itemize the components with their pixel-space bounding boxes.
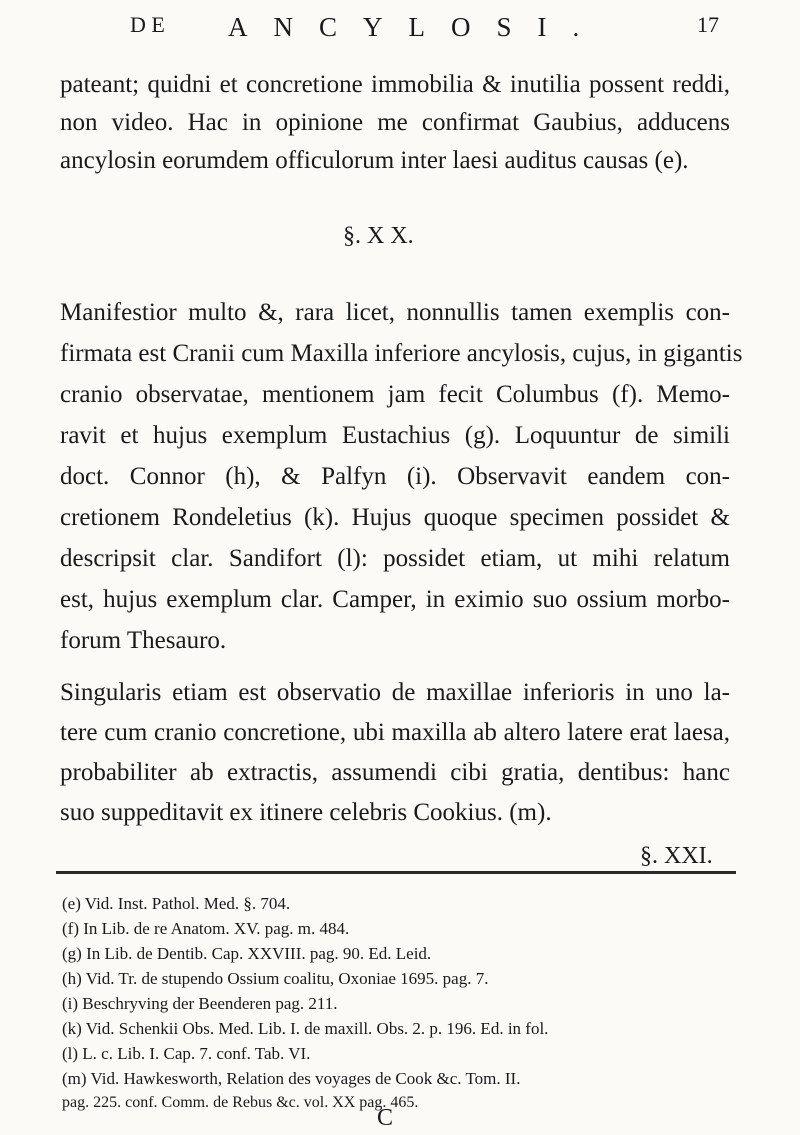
footnote-m: (m) Vid. Hawkesworth, Relation des voyages de Cook &c. Tom. II. [62,1069,521,1088]
text-line: suo suppeditavit ex itinere celebris Cookius. (m). [60,799,552,826]
text-line: tere cum cranio concretione, ubi maxilla ab altero latere erat laesa, [60,719,730,746]
text-line: probabiliter ab extractis, assumendi cibi gratia, dentibus: hanc [60,759,730,786]
text-line: ancylosin eorumdem officulorum inter laesi auditus causas (e). [60,147,689,174]
page-number: 17 [697,12,719,37]
text-line: pateant; quidni et concretione immobilia & inutilia possent reddi, [60,71,730,98]
text-line: cretionem Rondeletius (k). Hujus quoque specimen possidet & [60,504,730,531]
footnote-rule [56,871,736,874]
text-line: ravit et hujus exemplum Eustachius (g). Loquuntur de simili [60,422,730,449]
header-title: ANCYLOSI. [228,12,606,42]
text-line: Singularis etiam est observatio de maxillae inferioris in uno la- [60,679,730,706]
text-line: doct. Connor (h), & Palfyn (i). Observavit eandem con- [60,463,730,490]
text-line: est, hujus exemplum clar. Camper, in eximio suo ossium morbo- [60,586,730,613]
footnote-l: (l) L. c. Lib. I. Cap. 7. conf. Tab. VI. [62,1044,311,1063]
footnote-i: (i) Beschryving der Beenderen pag. 211. [62,994,338,1013]
footnote-m-continued: pag. 225. conf. Comm. de Rebus &c. vol. XX pag. 465. [62,1094,419,1111]
footnote-g: (g) In Lib. de Dentib. Cap. XXVIII. pag. 90. Ed. Leid. [62,944,432,963]
footnote-e: (e) Vid. Inst. Pathol. Med. §. 704. [62,894,291,913]
footnote-f: (f) In Lib. de re Anatom. XV. pag. m. 484. [62,919,350,938]
text-line: cranio observatae, mentionem jam fecit Columbus (f). Memo- [60,381,730,408]
signature-mark: C [377,1105,394,1131]
text-line: forum Thesauro. [60,627,227,654]
footnote-k: (k) Vid. Schenkii Obs. Med. Lib. I. de maxill. Obs. 2. p. 196. Ed. in fol. [62,1019,549,1038]
footnote-h: (h) Vid. Tr. de stupendo Ossium coalitu, Oxoniae 1695. pag. 7. [62,969,489,988]
header-left: D E [130,12,165,37]
section-heading-xx: §. X X. [343,223,414,249]
text-line: Manifestior multo &, rara licet, nonnullis tamen exemplis con- [60,299,730,326]
text-line: descripsit clar. Sandifort (l): possidet etiam, ut mihi relatum [60,545,730,572]
text-line: non video. Hac in opinione me confirmat Gaubius, adducens [60,109,730,136]
catchword: §. XXI. [640,843,713,869]
running-header [130,12,730,52]
text-line: firmata est Cranii cum Maxilla inferiore ancylosis, cujus, in gigantis [60,340,743,367]
